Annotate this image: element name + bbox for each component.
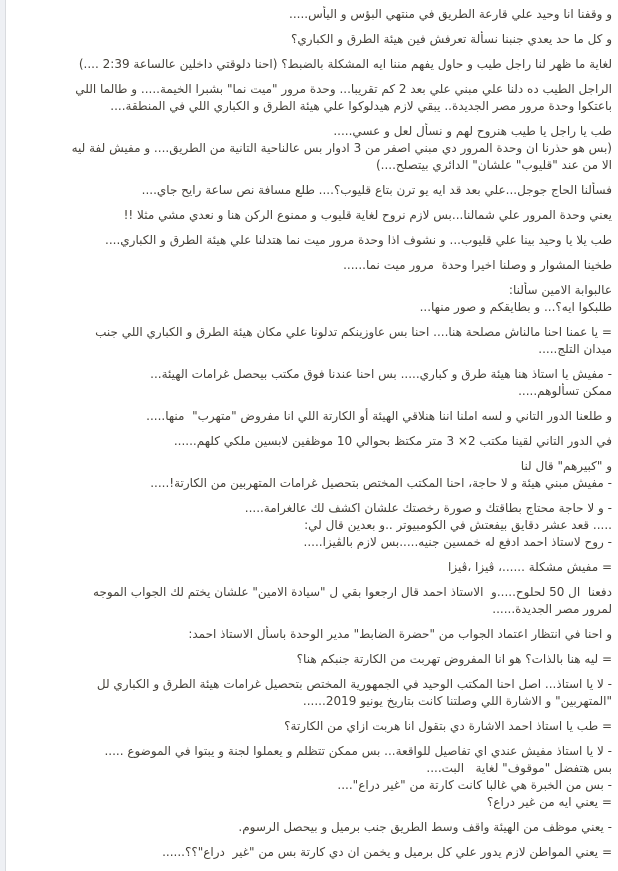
text-line: - يعني موظف من الهيئة واقف وسط الطريق جنب برميل و بيحصل الرسوم. xyxy=(238,820,612,834)
text-line: و كل ما حد يعدي جنبنا نسألة تعرفش فين هيئة الطرق و الكباري؟ xyxy=(290,32,612,46)
text-line: بس هتفضل "موقوف" لغاية البت.... xyxy=(426,761,612,775)
text-line: - لا يا استاذ مفيش عندي اي تفاصيل للواقعة... بس ممكن تتظلم و يعملوا لجنة و يبتوا في الموضوع ..... xyxy=(104,744,612,758)
paragraph xyxy=(14,844,612,861)
paragraph xyxy=(14,31,612,48)
text-line: - بس من الخبرة هي غالبا كانت كارتة من "غير دراع".... xyxy=(337,778,612,792)
paragraph xyxy=(14,56,612,73)
text-line: - لا يا استاذ... اصل احنا المكتب الوحيد في الجمهورية المختص بتحصيل غرامات هيئة الطرق و الكباري لل xyxy=(96,677,612,691)
paragraph xyxy=(14,182,612,199)
paragraph xyxy=(14,584,612,618)
text-line: و وقفنا انا وحيد علي قارعة الطريق في منتهي البؤس و اليأس..... xyxy=(289,7,612,21)
text-line: لمرور مصر الجديدة...... xyxy=(492,602,612,616)
text-line: - مفيش مبني هيئة و لا حاجة، احنا المكتب المختص بتحصيل غرامات المتهربين من الكارتة!..... xyxy=(150,476,612,490)
text-line: و طلعنا الدور التاني و لسه املنا اننا هنلاقي الهيئة أو الكارتة اللي انا مفروض "متهرب" منها..... xyxy=(146,409,612,423)
paragraph xyxy=(14,819,612,836)
text-line: الراجل الطيب ده دلنا علي مبني علي بعد 2 كم تقريبا... وحدة مرور "ميت نما" بشبرا الخيمة..... و طالما اللي xyxy=(75,82,612,96)
text-line: ممكن تسألوهم..... xyxy=(518,384,612,398)
text-line: - و لا حاجة محتاج بطاقتك و صورة رخصتك علشان اكشف لك عالغرامة..... xyxy=(244,501,612,515)
paragraph xyxy=(14,718,612,735)
text-line: يعني وحدة المرور علي شمالنا...بس لازم نروح لغاية قليوب و ممنوع الركن هنا و نعدي مشي مثلا !! xyxy=(123,208,612,222)
text-line: فسألنا الحاج جوجل...علي بعد قد ايه يو ترن بتاع قليوب؟.... طلع مسافة نص ساعة رايح جاي.... xyxy=(141,183,612,197)
paragraph xyxy=(14,257,612,274)
paragraph xyxy=(14,559,612,576)
left-gutter xyxy=(0,0,6,871)
text-line: طب يا راجل يا طيب هنروح لهم و نسأل لعل و عسي..... xyxy=(333,124,612,138)
text-line: طب يلا يا وحيد بينا علي قليوب... و نشوف اذا وحدة مرور ميت نما هتدلنا علي هيئة الطرق و الكباري.... xyxy=(105,233,612,247)
text-line: "المتهربين" و الاشارة اللي وصلتنا كانت بتاريخ يونيو 2019...... xyxy=(302,694,612,708)
paragraph xyxy=(14,500,612,551)
paragraph xyxy=(14,232,612,249)
paragraph xyxy=(14,282,612,316)
text-line: و "كبيرهم" قال لنا xyxy=(520,459,612,473)
post-body xyxy=(8,6,618,871)
paragraph xyxy=(14,408,612,425)
text-line: عالبوابة الامين سألنا: xyxy=(508,283,612,297)
paragraph xyxy=(14,366,612,400)
text-line: ميدان التلج..... xyxy=(538,342,612,356)
paragraph xyxy=(14,433,612,450)
text-line: = يعني ايه من غير دراع؟ xyxy=(486,795,612,809)
paragraph xyxy=(14,626,612,643)
text-line: - مفيش يا استاذ هنا هيئة طرق و كباري..... بس احنا عندنا فوق مكتب بيحصل غرامات الهيئة... xyxy=(150,367,612,381)
text-line: = يا عمنا احنا مالناش مصلحة هنا.... احنا بس عاوزينكم تدلونا علي مكان هيئة الطرق و الكباري اللي جنب xyxy=(95,325,612,339)
text-line: = ليه هنا بالذات؟ هو انا المفروض تهربت من الكارتة جنبكم هنا؟ xyxy=(296,652,612,666)
text-line: في الدور التاني لقينا مكتب 2× 3 متر مكتظ بحوالي 10 موظفين لابسين ملكي كلهم...... xyxy=(173,434,612,448)
text-line: لغاية ما ظهر لنا راجل طيب و حاول يفهم مننا ايه المشكلة بالضبط؟ (احنا دلوقتي داخلين عالساعة 2:39 ....) xyxy=(78,57,612,71)
text-line: = طب يا استاذ احمد الاشارة دي بتقول انا هربت ازاي من الكارتة؟ xyxy=(284,719,612,733)
text-line: = يعني المواطن لازم يدور علي كل برميل و يخمن ان دي كارتة بس من "غير دراع"؟؟...... xyxy=(162,845,612,859)
text-line: باعتكوا وحدة مرور مصر الجديدة.. يبقي لازم هيدلوكوا علي هيئة الطرق و الكباري اللي في المنطقة.... xyxy=(110,99,612,113)
paragraph xyxy=(14,743,612,811)
text-line: و احنا في انتظار اعتماد الجواب من "حضرة الضابط" مدير الوحدة باسأل الاستاذ احمد: xyxy=(188,627,612,641)
text-line: طخينا المشوار و وصلنا اخيرا وحدة مرور ميت نما...... xyxy=(343,258,612,272)
paragraph xyxy=(14,123,612,174)
paragraph xyxy=(14,324,612,358)
paragraph xyxy=(14,81,612,115)
paragraph xyxy=(14,6,612,23)
text-line: - روح لاستاذ احمد ادفع له خمسين جنيه.....بس لازم بالڤيزا..... xyxy=(303,535,612,549)
paragraph xyxy=(14,676,612,710)
text-line: = مفيش مشكلة ......، ڤيزا ،ڤيزا xyxy=(448,560,612,574)
paragraph xyxy=(14,207,612,224)
text-line: ..... قعد عشر دقايق بيفعتش في الكومبيوتر ..و بعدين قال لي: xyxy=(304,518,612,532)
paragraph xyxy=(14,651,612,668)
text-line: الا من عند "قليوب" علشان" الدائري بيتصلح....) xyxy=(375,158,612,172)
paragraph xyxy=(14,458,612,492)
text-line: دفعنا ال 50 لحلوح.....و الاستاذ احمد قال ارجعوا بقي ل "سيادة الامين" علشان يختم لك الجواب الموجه xyxy=(93,585,612,599)
text-line: طلبكوا ايه؟... و بطايقكم و صور منها... xyxy=(419,300,612,314)
text-line: (بس هو حذرنا ان وحدة المرور دي مبني اصفر من 3 ادوار بس عالناحية التانية من الطريق.... و مفيش لفة ليه xyxy=(71,141,612,155)
